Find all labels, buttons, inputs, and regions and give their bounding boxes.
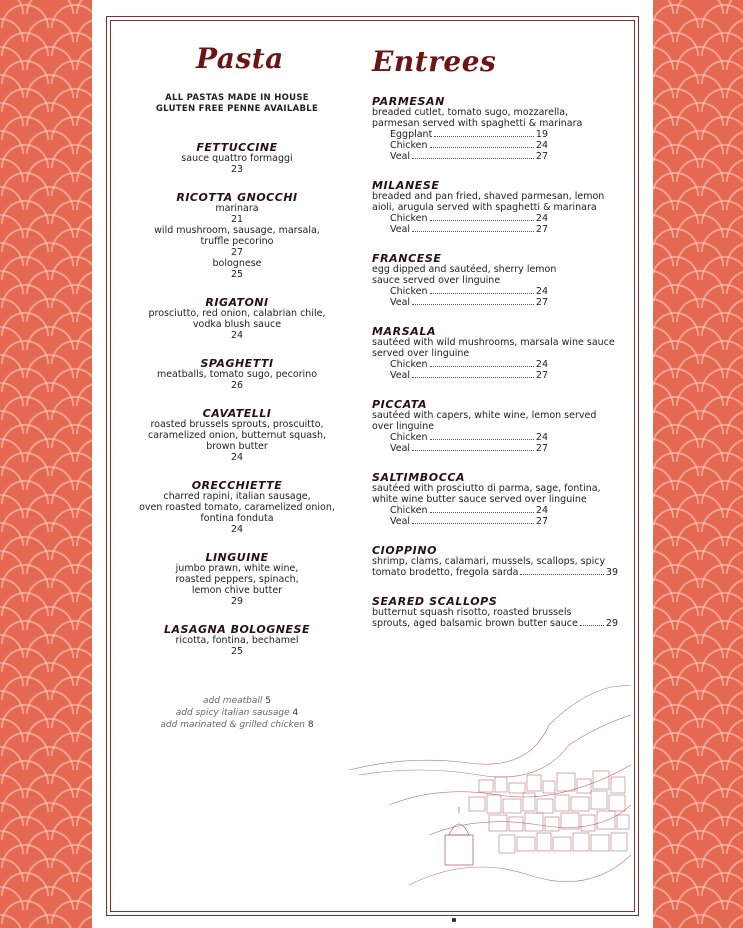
entree-item	[372, 96, 634, 162]
pasta-item-price: 25	[230, 269, 244, 280]
dotted-leader	[412, 158, 534, 159]
entree-item-desc: parmesan served with spaghetti & marinara	[372, 118, 583, 129]
entree-option-label: Veal	[390, 516, 411, 527]
pasta-note: GLUTEN FREE PENNE AVAILABLE	[155, 104, 319, 114]
addon-item	[122, 707, 352, 719]
entree-option-label: Chicken	[390, 140, 428, 151]
dotted-leader	[430, 366, 534, 367]
dotted-leader	[412, 523, 534, 524]
dotted-leader	[412, 450, 534, 451]
entree-item-name: PICCATA	[372, 398, 428, 411]
addon-text: add spicy italian sausage	[175, 708, 290, 718]
entree-option-row	[372, 505, 548, 516]
pasta-item-desc: truffle pecorino	[200, 236, 274, 247]
pasta-item-price: 26	[230, 380, 244, 391]
pasta-item	[122, 552, 352, 607]
entree-item-name: SALTIMBOCCA	[372, 471, 466, 484]
pasta-item-desc: marinara	[215, 203, 259, 214]
pasta-item-name: RICOTTA GNOCCHI	[176, 191, 298, 204]
entree-option-label: Veal	[390, 443, 411, 454]
pasta-section	[122, 93, 352, 731]
entree-option-label: Eggplant	[390, 129, 433, 140]
entree-item	[372, 253, 634, 308]
entree-option-label: Veal	[390, 370, 411, 381]
entree-option-row	[372, 151, 548, 162]
entree-item-desc: over linguine	[372, 421, 435, 432]
entree-special-price-row	[372, 618, 618, 629]
entree-option-label: Chicken	[390, 286, 428, 297]
entree-special-desc: sprouts, aged balsamic brown butter sauce	[372, 618, 578, 629]
entree-option-row	[372, 297, 548, 308]
pasta-item-name: SPAGHETTI	[200, 357, 274, 370]
pasta-item-price: 23	[230, 164, 244, 175]
pasta-item-price: 29	[230, 596, 244, 607]
entree-option-row	[372, 370, 548, 381]
dotted-leader	[430, 147, 534, 148]
dotted-leader	[430, 293, 534, 294]
entree-item	[372, 399, 634, 454]
entree-option-label: Chicken	[390, 432, 428, 443]
pasta-item-desc: lemon chive butter	[191, 585, 283, 596]
pasta-item	[122, 480, 352, 535]
pasta-item-name: LINGUINE	[205, 551, 269, 564]
pasta-item-name: FETTUCCINE	[196, 141, 278, 154]
pasta-item-name: RIGATONI	[205, 296, 269, 309]
dotted-leader	[434, 136, 534, 137]
entree-special-desc: shrimp, clams, calamari, mussels, scallops, spicy	[372, 556, 606, 567]
entree-option-price: 27	[535, 224, 548, 235]
dotted-leader	[430, 220, 534, 221]
pasta-item-name: ORECCHIETTE	[191, 479, 283, 492]
pasta-item-desc: oven roasted tomato, caramelized onion,	[139, 502, 335, 513]
pasta-item-name: CAVATELLI	[202, 407, 272, 420]
addon-price: 4	[292, 708, 299, 718]
entree-item-desc: aioli, arugula served with spaghetti & marinara	[372, 202, 597, 213]
entree-option-price: 24	[535, 213, 548, 224]
entree-item-desc: sauce served over linguine	[372, 275, 501, 286]
pasta-item	[122, 192, 352, 280]
entree-option-price: 24	[535, 140, 548, 151]
dotted-leader	[412, 377, 534, 378]
pasta-item	[122, 624, 352, 657]
pasta-item-price: 27	[230, 247, 244, 258]
pasta-item-desc: wild mushroom, sausage, marsala,	[154, 225, 320, 236]
addon-price: 5	[265, 696, 271, 706]
page-mark	[452, 918, 456, 922]
entree-option-price: 27	[535, 370, 548, 381]
entree-option-row	[372, 213, 548, 224]
entree-option-row	[372, 443, 548, 454]
entree-special-price: 39	[605, 567, 618, 578]
pasta-item-desc: roasted brussels sprouts, proscuitto,	[150, 419, 324, 430]
entree-option-price: 24	[535, 432, 548, 443]
entree-item-desc: breaded and pan fried, shaved parmesan, lemon	[372, 191, 605, 202]
entrees-section	[372, 96, 634, 629]
entree-special-price: 29	[605, 618, 618, 629]
addon-price: 8	[307, 720, 314, 730]
entree-option-label: Chicken	[390, 359, 428, 370]
entree-option-price: 24	[535, 286, 548, 297]
entrees-title: Entrees	[372, 45, 497, 78]
entree-option-price: 27	[535, 443, 548, 454]
addon-text: add marinated & grilled chicken	[160, 720, 305, 730]
pasta-item-desc: bolognese	[212, 258, 262, 269]
entree-option-label: Veal	[390, 224, 411, 235]
entree-special-desc: butternut squash risotto, roasted brussels	[372, 607, 572, 618]
pasta-item	[122, 297, 352, 341]
entree-option-row	[372, 516, 548, 527]
addon-item	[122, 719, 352, 731]
entree-item	[372, 180, 634, 235]
pasta-addons	[122, 695, 352, 731]
pasta-item-desc: fontina fonduta	[200, 513, 274, 524]
entree-option-price: 24	[535, 505, 548, 516]
menu-page	[92, 0, 653, 928]
entree-item-desc: sautéed with capers, white wine, lemon served	[372, 410, 597, 421]
pasta-item-desc: caramelized onion, butternut squash,	[147, 430, 327, 441]
dotted-leader	[430, 512, 534, 513]
pasta-item-price: 24	[230, 330, 244, 341]
entree-option-price: 27	[535, 297, 548, 308]
entree-option-row	[372, 286, 548, 297]
entree-option-label: Veal	[390, 297, 411, 308]
entree-item	[372, 326, 634, 381]
entree-special	[372, 545, 634, 578]
pasta-item	[122, 408, 352, 463]
entree-option-row	[372, 359, 548, 370]
pasta-item-desc: sauce quattro formaggi	[181, 153, 293, 164]
pasta-item	[122, 142, 352, 175]
entree-option-label: Chicken	[390, 213, 428, 224]
entree-special	[372, 596, 634, 629]
pasta-note: ALL PASTAS MADE IN HOUSE	[165, 93, 309, 103]
entree-item-desc: sautéed with wild mushrooms, marsala wine sauce	[372, 337, 615, 348]
entree-item-desc: white wine butter sauce served over linguine	[372, 494, 587, 505]
pasta-item	[122, 358, 352, 391]
entree-item-desc: served over linguine	[372, 348, 470, 359]
coastal-village-sketch	[349, 685, 631, 907]
entree-option-price: 24	[535, 359, 548, 370]
dotted-leader	[580, 625, 604, 626]
pasta-item-desc: roasted peppers, spinach,	[175, 574, 299, 585]
pasta-item-price: 24	[230, 452, 244, 463]
pasta-item-desc: vodka blush sauce	[192, 319, 282, 330]
dotted-leader	[520, 574, 603, 575]
entree-item	[372, 472, 634, 527]
entree-special-name: CIOPPINO	[372, 544, 438, 557]
pasta-item-desc: jumbo prawn, white wine,	[175, 563, 299, 574]
entree-option-row	[372, 140, 548, 151]
entree-option-price: 27	[535, 151, 548, 162]
pasta-item-desc: brown butter	[206, 441, 268, 452]
entree-option-label: Chicken	[390, 505, 428, 516]
pasta-item-name: LASAGNA BOLOGNESE	[164, 623, 310, 636]
entree-option-row	[372, 224, 548, 235]
dotted-leader	[412, 304, 534, 305]
addon-text: add meatball	[203, 696, 263, 706]
entree-item-name: MARSALA	[372, 325, 437, 338]
pasta-item-price: 25	[230, 646, 244, 657]
pasta-item-desc: charred rapini, italian sausage,	[163, 491, 311, 502]
entree-special-name: SEARED SCALLOPS	[372, 595, 498, 608]
entree-option-price: 19	[535, 129, 548, 140]
pasta-item-price: 24	[230, 524, 244, 535]
entree-option-price: 27	[535, 516, 548, 527]
entree-option-row	[372, 432, 548, 443]
pasta-item-desc: ricotta, fontina, bechamel	[175, 635, 299, 646]
pasta-item-price: 21	[230, 214, 244, 225]
entree-option-row	[372, 129, 548, 140]
entree-special-desc: tomato brodetto, fregola sarda	[372, 567, 519, 578]
addon-item	[122, 695, 352, 707]
pasta-title: Pasta	[196, 42, 284, 75]
entree-item-desc: egg dipped and sautéed, sherry lemon	[372, 264, 557, 275]
entree-item-name: FRANCESE	[372, 252, 442, 265]
dotted-leader	[412, 231, 534, 232]
entree-option-label: Veal	[390, 151, 411, 162]
dotted-leader	[430, 439, 534, 440]
pasta-item-desc: meatballs, tomato sugo, pecorino	[156, 369, 318, 380]
entree-item-desc: breaded cutlet, tomato sugo, mozzarella,	[372, 107, 569, 118]
entree-item-name: PARMESAN	[372, 95, 445, 108]
entree-item-desc: sautéed with prosciutto di parma, sage, fontina,	[372, 483, 601, 494]
entree-special-price-row	[372, 567, 618, 578]
entree-item-name: MILANESE	[372, 179, 440, 192]
pasta-item-desc: prosciutto, red onion, calabrian chile,	[148, 308, 326, 319]
